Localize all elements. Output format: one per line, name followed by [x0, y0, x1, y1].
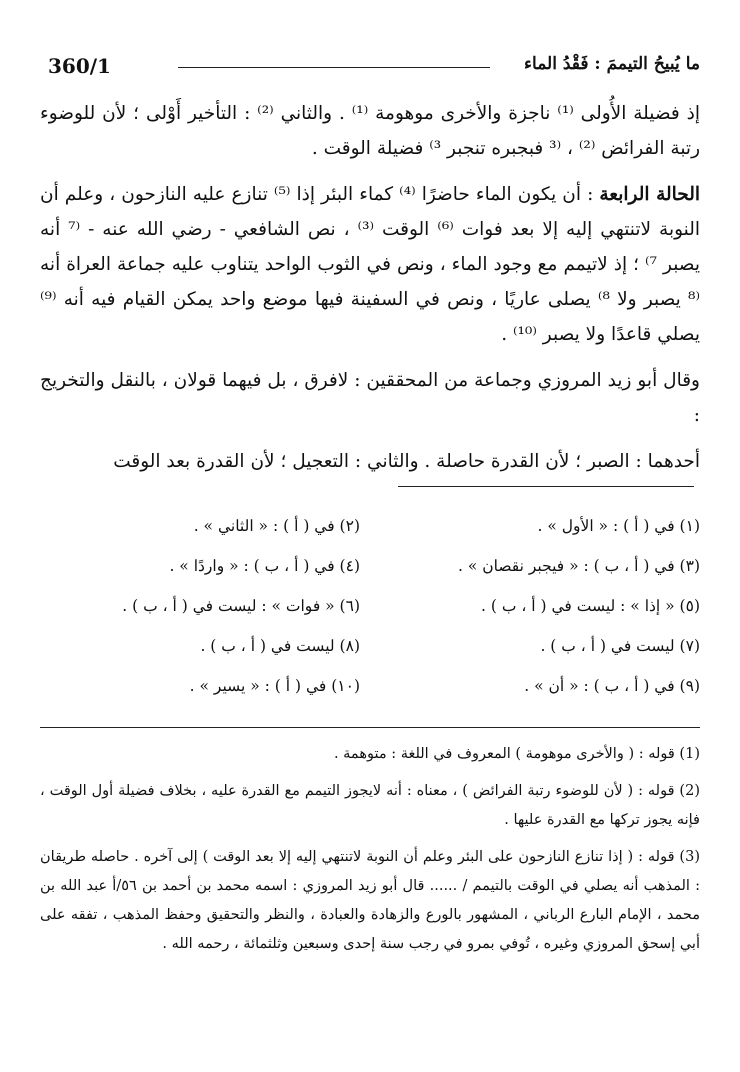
variants-column-left: [45, 506, 360, 706]
page-number: 360/1: [48, 54, 111, 78]
variant-note: (١) في ( أ ) : « الأول » .: [537, 517, 700, 535]
main-text: [40, 96, 700, 479]
variant-note: (٢) في ( أ ) : « الثاني » .: [193, 517, 360, 535]
main-paragraph-state-four: [40, 177, 700, 352]
footnote: (2) قوله : ( لأن للوضوء رتبة الفرائض ) ، معناه : أنه لايجوز التيمم مع القدرة عليه ، بخلاف فضيلة أول الوقت ، فإنه يجوز تركها مع القدرة عليها .: [40, 783, 700, 828]
variant-note: (٨) ليست في ( أ ، ب ) .: [200, 637, 360, 655]
variant-note: (٣) في ( أ ، ب ) : « فيجبر نقصان » .: [457, 557, 700, 575]
variant-note: (٤) في ( أ ، ب ) : « واردًا » .: [169, 557, 360, 575]
running-header: [48, 52, 700, 82]
section-label: الحالة الرابعة: [599, 184, 701, 205]
variant-note: (١٠) في ( أ ) : « يسير » .: [189, 677, 360, 695]
footnotes-separator: [40, 727, 700, 728]
header-rule: [178, 67, 490, 68]
main-paragraph-body: : أن يكون الماء حاضرًا ⁽⁴⁾ كماء البئر إذا ⁽⁵⁾ تنازع عليه النازحون ، وعلم أن النوبة لاتنتهي إليه إلا بعد فوات ⁽⁶⁾ الوقت ⁽³⁾ ، نص الشافعي - رضي الله عنه - ⁽⁷ أنه يصبر ⁷⁾ ؛ إذ لاتيمم مع وجود الماء ، ونص في الثوب الواحد يتناوب عليه جماعة العراة أنه ⁽⁸ يصبر ولا ⁸⁾ يصلى عاريًا ، ونص في السفينة فيها موضع واحد يمكن القيام فيه أنه ⁽⁹⁾ يصلي قاعدًا ولا يصبر ⁽¹⁰⁾ .: [40, 184, 701, 345]
running-title: ما يُبيحُ التيممَ : فَقْدُ الماء: [524, 54, 700, 74]
main-paragraph: وقال أبو زيد المروزي وجماعة من المحققين : لافرق ، بل فيهما قولان ، بالنقل والتخريج :: [40, 370, 700, 426]
variant-note: (٩) في ( أ ، ب ) : « أن » .: [524, 677, 700, 695]
variant-note: (٥) « إذا » : ليست في ( أ ، ب ) .: [481, 597, 700, 615]
footnote: (3) قوله : ( إذا تنازع النازحون على البئر وعلم أن النوبة لاتنتهي إليه إلا بعد الوقت ) إلى آخره . حاصله طريقان : المذهب أنه يصلي في الوقت بالتيمم / ...... قال أبو زيد المروزي : اسمه محمد بن أحمد بن ٥٦/أ عبد الله بن محمد ، الإمام البارع الرباني ، المشهور بالورع والزهادة والعبادة ، والنظر والتحقيق وحفظ المذهب ، تفقه على أبي إسحق المروزي وغيره ، تُوفي بمرو في رجب سنة إحدى وسبعين وثلثمائة ، رحمه الله .: [40, 849, 700, 952]
variant-note: (٧) ليست في ( أ ، ب ) .: [540, 637, 700, 655]
variants-separator: [398, 486, 694, 487]
footnote: (1) قوله : ( والأخرى موهومة ) المعروف في اللغة : متوهمة .: [333, 746, 700, 762]
manuscript-variants: [40, 506, 700, 706]
variant-note: (٦) « فوات » : ليست في ( أ ، ب ) .: [122, 597, 360, 615]
variants-column-right: [385, 506, 700, 706]
main-paragraph: إذ فضيلة الأُولى ⁽¹⁾ ناجزة والأخرى موهومة ⁽¹⁾ . والثاني ⁽²⁾ : التأخير أَوْلى ؛ لأن للوضوء رتبة الفرائض ⁽²⁾ ، ⁽³ فبجبره تنجبر ³⁾ فضيلة الوقت .: [40, 103, 700, 159]
footnotes: [40, 740, 700, 959]
main-paragraph: أحدهما : الصبر ؛ لأن القدرة حاصلة . والثاني : التعجيل ؛ لأن القدرة بعد الوقت: [113, 451, 700, 472]
